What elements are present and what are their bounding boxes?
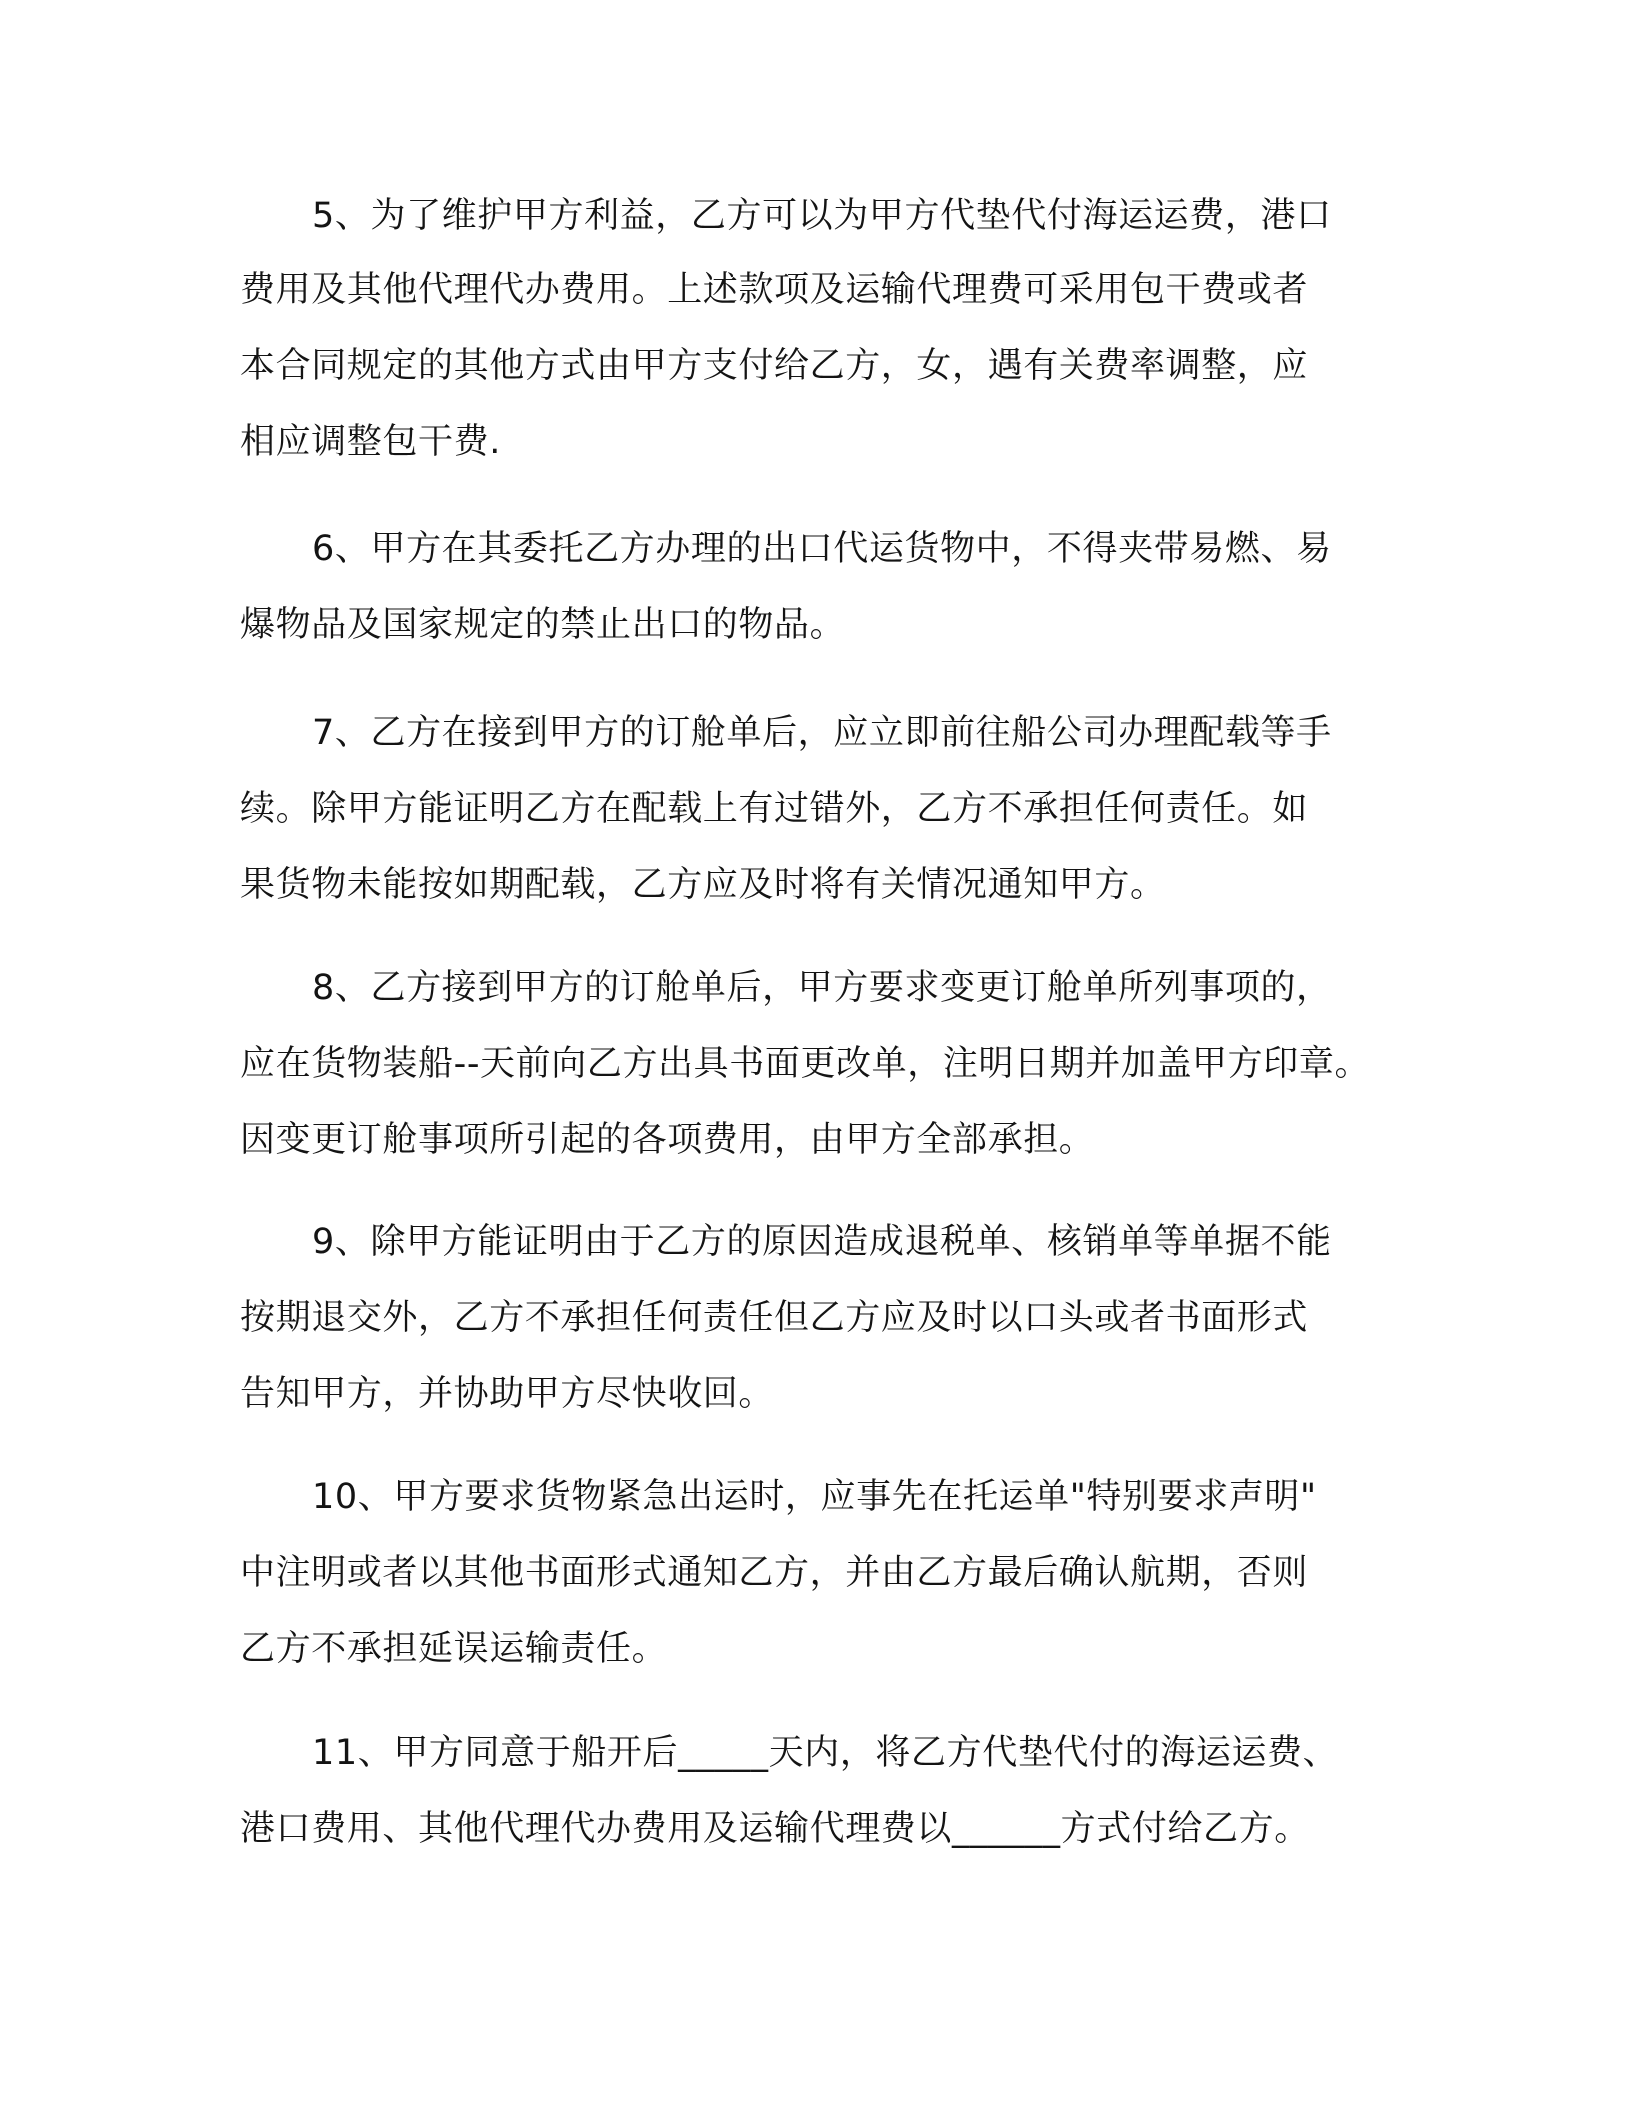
clause-6-line-2: 爆物品及国家规定的禁止出口的物品。: [240, 605, 846, 645]
clause-5-line-4: 相应调整包干费.: [240, 422, 501, 462]
clause-6-line-1: 6、甲方在其委托乙方办理的出口代运货物中，不得夹带易燃、易: [312, 529, 1332, 569]
clause-7-line-1: 7、乙方在接到甲方的订舱单后，应立即前往船公司办理配载等手: [312, 713, 1332, 753]
clause-10-line-3: 乙方不承担延误运输责任。: [240, 1629, 668, 1669]
clause-9-line-1: 9、除甲方能证明由于乙方的原因造成退税单、核销单等单据不能: [312, 1222, 1332, 1262]
clause-5-line-3: 本合同规定的其他方式由甲方支付给乙方，女，遇有关费率调整，应: [240, 346, 1309, 386]
clause-9-line-2: 按期退交外，乙方不承担任何责任但乙方应及时以口头或者书面形式: [240, 1298, 1309, 1338]
clause-8-line-1: 8、乙方接到甲方的订舱单后，甲方要求变更订舱单所列事项的，: [312, 968, 1332, 1008]
clause-5-line-1: 5、为了维护甲方利益，乙方可以为甲方代垫代付海运运费，港口: [312, 196, 1332, 236]
clause-8-line-3: 因变更订舱事项所引起的各项费用，由甲方全部承担。: [240, 1120, 1095, 1160]
clause-7-line-3: 果货物未能按如期配载，乙方应及时将有关情况通知甲方。: [240, 865, 1166, 905]
clause-11-line-1: 11、甲方同意于船开后_____天内，将乙方代垫代付的海运运费、: [312, 1733, 1339, 1773]
clause-8-line-2: 应在货物装船--天前向乙方出具书面更改单，注明日期并加盖甲方印章。: [240, 1044, 1371, 1084]
clause-5-line-2: 费用及其他代理代办费用。上述款项及运输代理费可采用包干费或者: [240, 270, 1309, 310]
clause-11-line-2: 港口费用、其他代理代办费用及运输代理费以______方式付给乙方。: [240, 1809, 1310, 1849]
clause-10-line-2: 中注明或者以其他书面形式通知乙方，并由乙方最后确认航期，否则: [240, 1553, 1309, 1593]
clause-9-line-3: 告知甲方，并协助甲方尽快收回。: [240, 1374, 775, 1414]
clause-10-line-1: 10、甲方要求货物紧急出运时，应事先在托运单"特别要求声明": [312, 1477, 1317, 1517]
clause-7-line-2: 续。除甲方能证明乙方在配载上有过错外，乙方不承担任何责任。如: [240, 789, 1309, 829]
